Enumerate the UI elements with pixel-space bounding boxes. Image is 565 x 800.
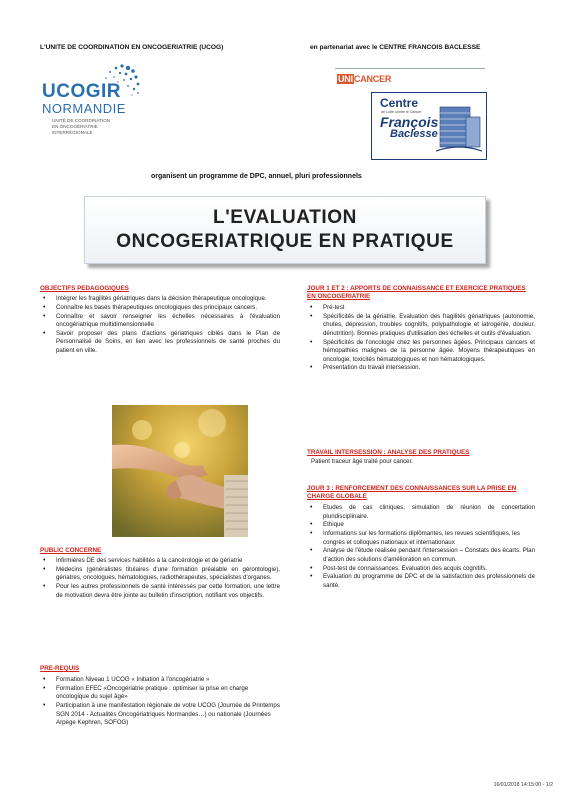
objectifs-section	[40, 285, 280, 356]
baclesse-logo	[335, 68, 485, 160]
jour3-list	[307, 504, 535, 590]
public-list	[40, 557, 280, 600]
footer-timestamp: 16/01/2018 14:15:00 - 1/2	[493, 782, 553, 788]
tagline-label: de Lutte contre le Cancer	[381, 110, 422, 114]
header-right: en partenariat avec le CENTRE FRANCOIS BACLESSE	[310, 44, 481, 51]
list-item: • Médecins (généralistes titulaires d'une formation préalable en gérontologie), gériatres, oncologues, hématologues, radiothérapeutes, spécialistes d'organes.	[40, 566, 280, 583]
prerequis-list	[40, 676, 280, 728]
list-item: • Pour les autres professionnels de santé intéressés par cette formation, une lettre de motivation devra être jointe au bulletin d'inscription, notifiant vos objectifs.	[40, 583, 280, 600]
list-item: • Spécificités de la gériatrie. Evaluation des fragilités gériatriques (autonomie, chutes, dépression, troubles cognitifs, polypathologie et iatrogénie, douleur, dénutrition). Bonnes pratiques d'utilisation des échelles et outils d'évaluation.	[307, 313, 535, 339]
list-item: • Evaluation du programme de DPC et de la satisfaction des professionnels de santé.	[307, 573, 535, 590]
centre-label: Centre	[380, 96, 419, 110]
baclesse-box	[371, 92, 487, 160]
logo-ucogir-text: UCOGIR	[42, 81, 121, 102]
list-item: • Formation Niveau 1 UCOG « Initiation à l'oncogériatrie »	[40, 676, 280, 685]
list-item: • Post-test de connaissances. Evaluation des acquis cognitifs.	[307, 565, 535, 574]
list-item: • Pré-test	[307, 304, 535, 313]
logo-sub-2: EN ONCOGÉRIATRIE	[52, 124, 98, 129]
list-item: • Connaître les bases thérapeutiques oncologiques des principaux cancers.	[40, 304, 280, 313]
intro-text: organisent un programme de DPC, annuel, pluri professionnels	[151, 173, 362, 180]
list-item: • Intégrer les fragilités gériatriques dans la décision thérapeutique oncologique.	[40, 295, 280, 304]
objectifs-list	[40, 295, 280, 355]
hands-photo	[112, 405, 248, 537]
title-box	[84, 196, 486, 264]
baclesse-label: Baclesse	[390, 128, 438, 140]
prerequis-heading: PRE-REQUIS	[40, 665, 80, 672]
list-item: • Présentation du travail intersession.	[307, 364, 535, 373]
list-item: • Ethique	[307, 521, 535, 530]
objectifs-heading: OBJECTIFS PEDAGOGIQUES	[40, 285, 129, 292]
logo-sub-3: INTERRÉGIONALE	[52, 130, 93, 135]
building-icon	[436, 99, 482, 155]
jour3-section	[307, 485, 535, 591]
francois-label: François	[380, 114, 439, 130]
public-heading: PUBLIC CONCERNE	[40, 547, 102, 554]
public-section	[40, 547, 280, 600]
list-item: • Spécificités de l'oncologie chez les personnes âgées. Principaux cancers et hémopathies malignes de la personne âgée. Moyens thérapeutiques en oncologie, toxicités hématologiques et non hématologiques.	[307, 339, 535, 365]
list-item: • Infirmières DE des services habilités à la cancérologie et de gériatrie	[40, 557, 280, 566]
jour12-section	[307, 285, 535, 373]
list-item: • Connaître et savoir renseigner les échelles nécessaires à l'évaluation oncogériatrique multidimensionnelle	[40, 313, 280, 330]
list-item: • Formation EFEC «Oncogériatrie pratique : optimiser la prise en charge oncologique du sujet âgé»	[40, 685, 280, 702]
ucogir-logo	[40, 60, 165, 145]
title-line-1: L'EVALUATION	[212, 207, 357, 228]
intersession-text: Patient traceur âgé traité pour cancer.	[311, 458, 413, 465]
logo-sub-1: UNITÉ DE COORDINATION	[52, 118, 111, 123]
title-line-2: ONCOGERIATRIQUE EN PRATIQUE	[116, 231, 454, 252]
list-item: • Informations sur les formations diplômantes, les revues scientifiques, les congrès et colloques nationaux et internationaux	[307, 530, 535, 547]
prerequis-section	[40, 665, 280, 728]
list-item: • Savoir proposer des plans d'actions gériatriques ciblés dans le Plan de Personnalisé de Soins, en lien avec les professionnels de santé proches du patient en ville.	[40, 330, 280, 356]
unicancer-wordmark: UNICANCER	[338, 74, 392, 84]
jour3-heading: JOUR 3 : RENFORCEMENT DES CONNAISSANCES SUR LA PRISE EN CHARGE GLOBALE	[307, 485, 517, 500]
jour12-heading: JOUR 1 ET 2 : APPORTS DE CONNAISSANCE ET EXERCICE PRATIQUES EN ONCOGERIATRIE	[307, 285, 526, 300]
intersession-section	[307, 449, 535, 466]
header-left: L'UNITE DE COORDINATION EN ONCOGERIATRIE (UCOG)	[40, 44, 224, 51]
hands-image	[112, 405, 248, 537]
list-item: • Analyse de l'étude réalisée pendant l'intersession – Constats des écarts. Plan d'action des solutions d'amélioration en commun.	[307, 547, 535, 564]
intersession-heading: TRAVAIL INTERSESSION : ANALYSE DES PRATIQUES	[307, 449, 470, 456]
list-item: • Participation à une manifestation régionale de votre UCOG (Journée de Printemps SGN 2014 - Actualités Oncogériatriques Normandes…) ou nationale (Journées Arpège Kephren, SOFOG)	[40, 702, 280, 728]
list-item: • Etudes de cas cliniques, simulation de réunion de concertation pluridisciplinaire.	[307, 504, 535, 521]
jour12-list	[307, 304, 535, 373]
logo-normandie-text: NORMANDIE	[42, 101, 126, 116]
